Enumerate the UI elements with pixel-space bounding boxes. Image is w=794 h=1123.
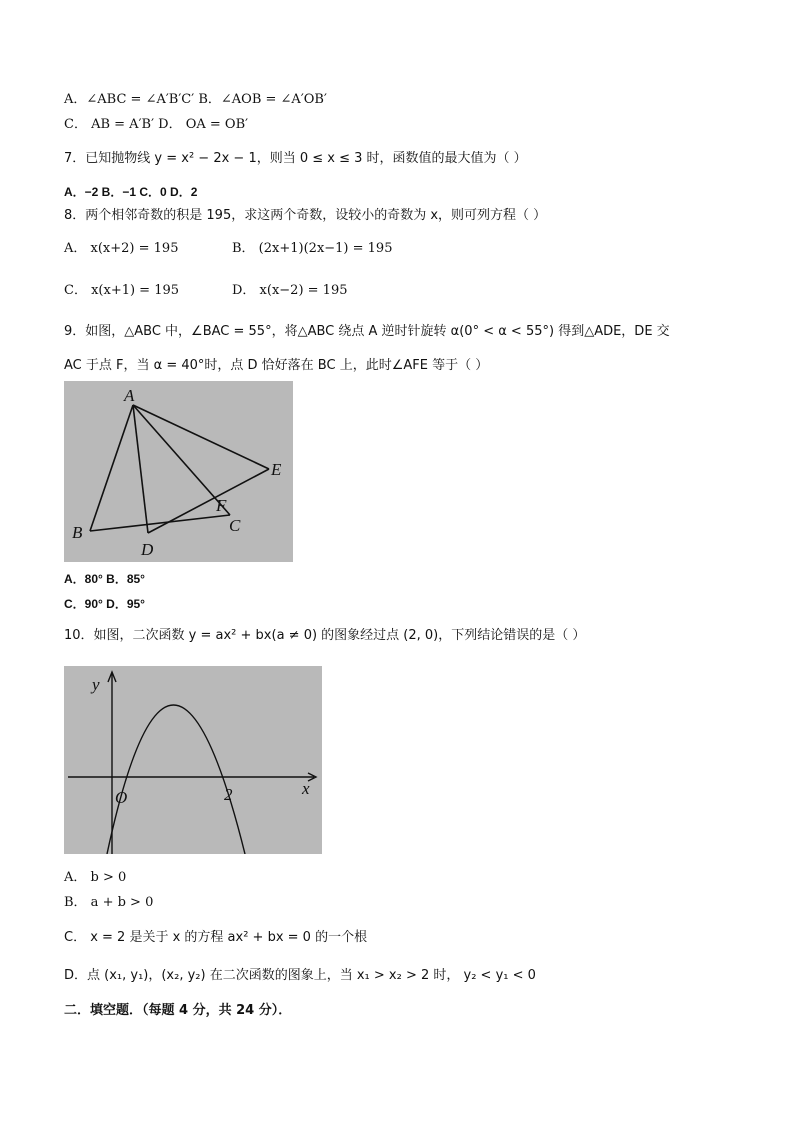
fig10-label-2: 2 xyxy=(224,785,233,804)
q10-figure xyxy=(64,666,322,854)
q5-options-cd: C． AB = A′B′ D． OA = OB′ xyxy=(64,117,249,132)
q9-options-ab: A．80° B．85° xyxy=(64,572,145,586)
fig10-label-x: x xyxy=(302,779,310,798)
q5-options-ab: A．∠ABC = ∠A′B′C′ B．∠AOB = ∠A′OB′ xyxy=(64,92,327,107)
question-10: 10．如图，二次函数 y = ax² + bx(a ≠ 0) 的图象经过点 (2, 0)，下列结论错误的是（ ） xyxy=(64,628,586,643)
fig9-label-c: C xyxy=(229,516,241,535)
question-7: 7．已知抛物线 y = x² − 2x − 1，则当 0 ≤ x ≤ 3 时，函数值的最大值为（ ） xyxy=(64,151,527,166)
q10-option-c: C． x = 2 是关于 x 的方程 ax² + bx = 0 的一个根 xyxy=(64,930,368,945)
q8-option-b: B． (2x+1)(2x−1) = 195 xyxy=(232,241,393,256)
q8-option-a: A． x(x+2) = 195 xyxy=(64,241,179,256)
q9-figure xyxy=(64,381,293,562)
fig9-label-a: A xyxy=(124,386,135,405)
q8-option-d: D． x(x−2) = 195 xyxy=(232,283,348,298)
section-2-heading: 二．填空题．（每题 4 分，共 24 分）． xyxy=(64,1003,292,1018)
fig9-label-b: B xyxy=(72,523,83,542)
q9-options-cd: C．90° D．95° xyxy=(64,597,145,611)
fig9-label-f: F xyxy=(216,496,227,515)
fig9-label-e: E xyxy=(271,460,282,479)
q10-option-b: B． a + b > 0 xyxy=(64,895,154,910)
fig10-label-y: y xyxy=(92,675,100,694)
q10-option-a: A． b > 0 xyxy=(64,870,127,885)
question-9-line2: AC 于点 F，当 α = 40°时，点 D 恰好落在 BC 上，此时∠AFE 等于（ ） xyxy=(64,358,489,373)
q10-option-d: D．点 (x₁, y₁)，(x₂, y₂) 在二次函数的图象上，当 x₁ > x₂ > 2 时， y₂ < y₁ < 0 xyxy=(64,968,536,983)
fig9-label-d: D xyxy=(141,540,154,559)
q8-option-c: C． x(x+1) = 195 xyxy=(64,283,180,298)
question-8: 8．两个相邻奇数的积是 195，求这两个奇数，设较小的奇数为 x，则可列方程（ ） xyxy=(64,208,547,223)
q7-options: A．−2 B．−1 C．0 D．2 xyxy=(64,185,198,199)
fig10-label-o: O xyxy=(115,788,128,807)
question-9-line1: 9．如图，△ABC 中，∠BAC = 55°，将△ABC 绕点 A 逆时针旋转 α(0° < α < 55°) 得到△ADE，DE 交 xyxy=(64,324,670,339)
